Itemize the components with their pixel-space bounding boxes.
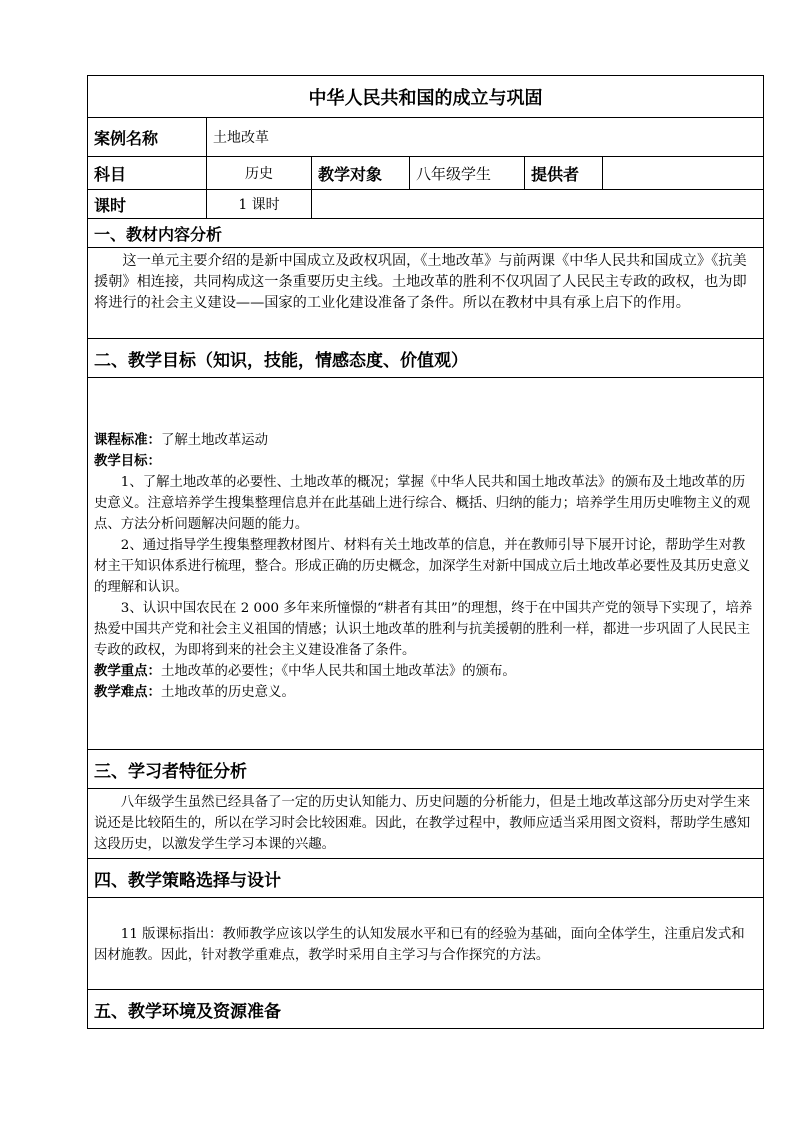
difficult-points-label: 教学难点：: [94, 684, 161, 700]
section-1-body: 这一单元主要介绍的是新中国成立及政权巩固，《土地改革》与前两课《中华人民共和国成立》《抗美援朝》相连接，共同构成这一条重要历史主线。土地改革的胜利不仅巩固了人民民主专政的政权，也为即将进行的社会主义建设——国家的工业化建设准备了条件。所以在教材中具有承上启下的作用。: [88, 248, 764, 339]
provider-value: [603, 157, 764, 190]
subject-label: 科目: [88, 157, 207, 190]
section-1-heading: 一、教材内容分析: [88, 219, 764, 248]
case-name-label: 案例名称: [88, 118, 207, 157]
section-3-heading: 三、学习者特征分析: [88, 750, 764, 789]
teaching-goals-label: 教学目标：: [94, 453, 161, 469]
key-points-line: [94, 661, 757, 682]
section-5-heading: 五、教学环境及资源准备: [88, 990, 764, 1029]
course-standard-line: [94, 430, 757, 451]
lesson-plan-sheet: [87, 75, 763, 1029]
strategy-text: 11 版课标指出：教师教学应该以学生的认知发展水平和已有的经验为基础，面向全体学生，注重启发式和因材施教。因此，针对教学重难点，教学时采用自主学习与合作探究的方法。: [94, 927, 745, 963]
hours-value: 1 课时: [207, 190, 312, 219]
teaching-goal-1: 1、了解土地改革的必要性、土地改革的概况；掌握《中华人民共和国土地改革法》的颁布及土地改革的历史意义。注意培养学生搜集整理信息并在此基础上进行综合、概括、归纳的能力；培养学生用历史唯物主义的观点、方法分析问题解决问题的能力。: [94, 475, 751, 532]
key-points-label: 教学重点：: [94, 663, 161, 679]
teaching-goal-2: 2、通过指导学生搜集整理教材图片、材料有关土地改革的信息，并在教师引导下展开讨论，帮助学生对教材主干知识体系进行梳理，整合。形成正确的历史概念，加深学生对新中国成立后土地改革必要性及其历史意义的理解和认识。: [94, 538, 751, 595]
learner-analysis-text: 八年级学生虽然已经具备了一定的历史认知能力、历史问题的分析能力，但是土地改革这部分历史对学生来说还是比较陌生的，所以在学习时会比较困难。因此，在教学过程中，教师应适当采用图文资料，帮助学生感知这段历史，以激发学生学习本课的兴趣。: [94, 795, 751, 852]
lesson-plan-table: [87, 75, 764, 1029]
course-standard-text: 了解土地改革运动: [160, 433, 269, 448]
section-2-heading: 二、教学目标（知识，技能，情感态度、价值观）: [88, 339, 764, 378]
case-name-value: 土地改革: [207, 118, 764, 157]
section-4-heading: 四、教学策略选择与设计: [88, 859, 764, 898]
key-points-text: 土地改革的必要性；《中华人民共和国土地改革法》的颁布。: [160, 664, 516, 679]
hours-label: 课时: [88, 190, 207, 219]
subject-value: 历史: [207, 157, 312, 190]
audience-value: 八年级学生: [410, 157, 525, 190]
audience-label: 教学对象: [312, 157, 410, 190]
teaching-goal-3: 3、认识中国农民在 2 000 多年来所憧憬的“耕者有其田”的理想，终于在中国共产党的领导下实现了，培养热爱中国共产党和社会主义祖国的情感；认识土地改革的胜利与抗美援朝的胜利一样，都进一步巩固了人民民主专政的政权，为即将到来的社会主义建设准备了条件。: [94, 601, 753, 658]
page-title: 中华人民共和国的成立与巩固: [88, 76, 764, 118]
difficult-points-text: 土地改革的历史意义。: [160, 685, 295, 700]
section-2-body: [88, 378, 764, 750]
difficult-points-line: [94, 682, 757, 703]
provider-label: 提供者: [525, 157, 603, 190]
section-3-body: [88, 789, 764, 859]
section-4-body: [88, 898, 764, 990]
hours-empty-cell: [312, 190, 764, 219]
course-standard-label: 课程标准：: [94, 432, 161, 448]
